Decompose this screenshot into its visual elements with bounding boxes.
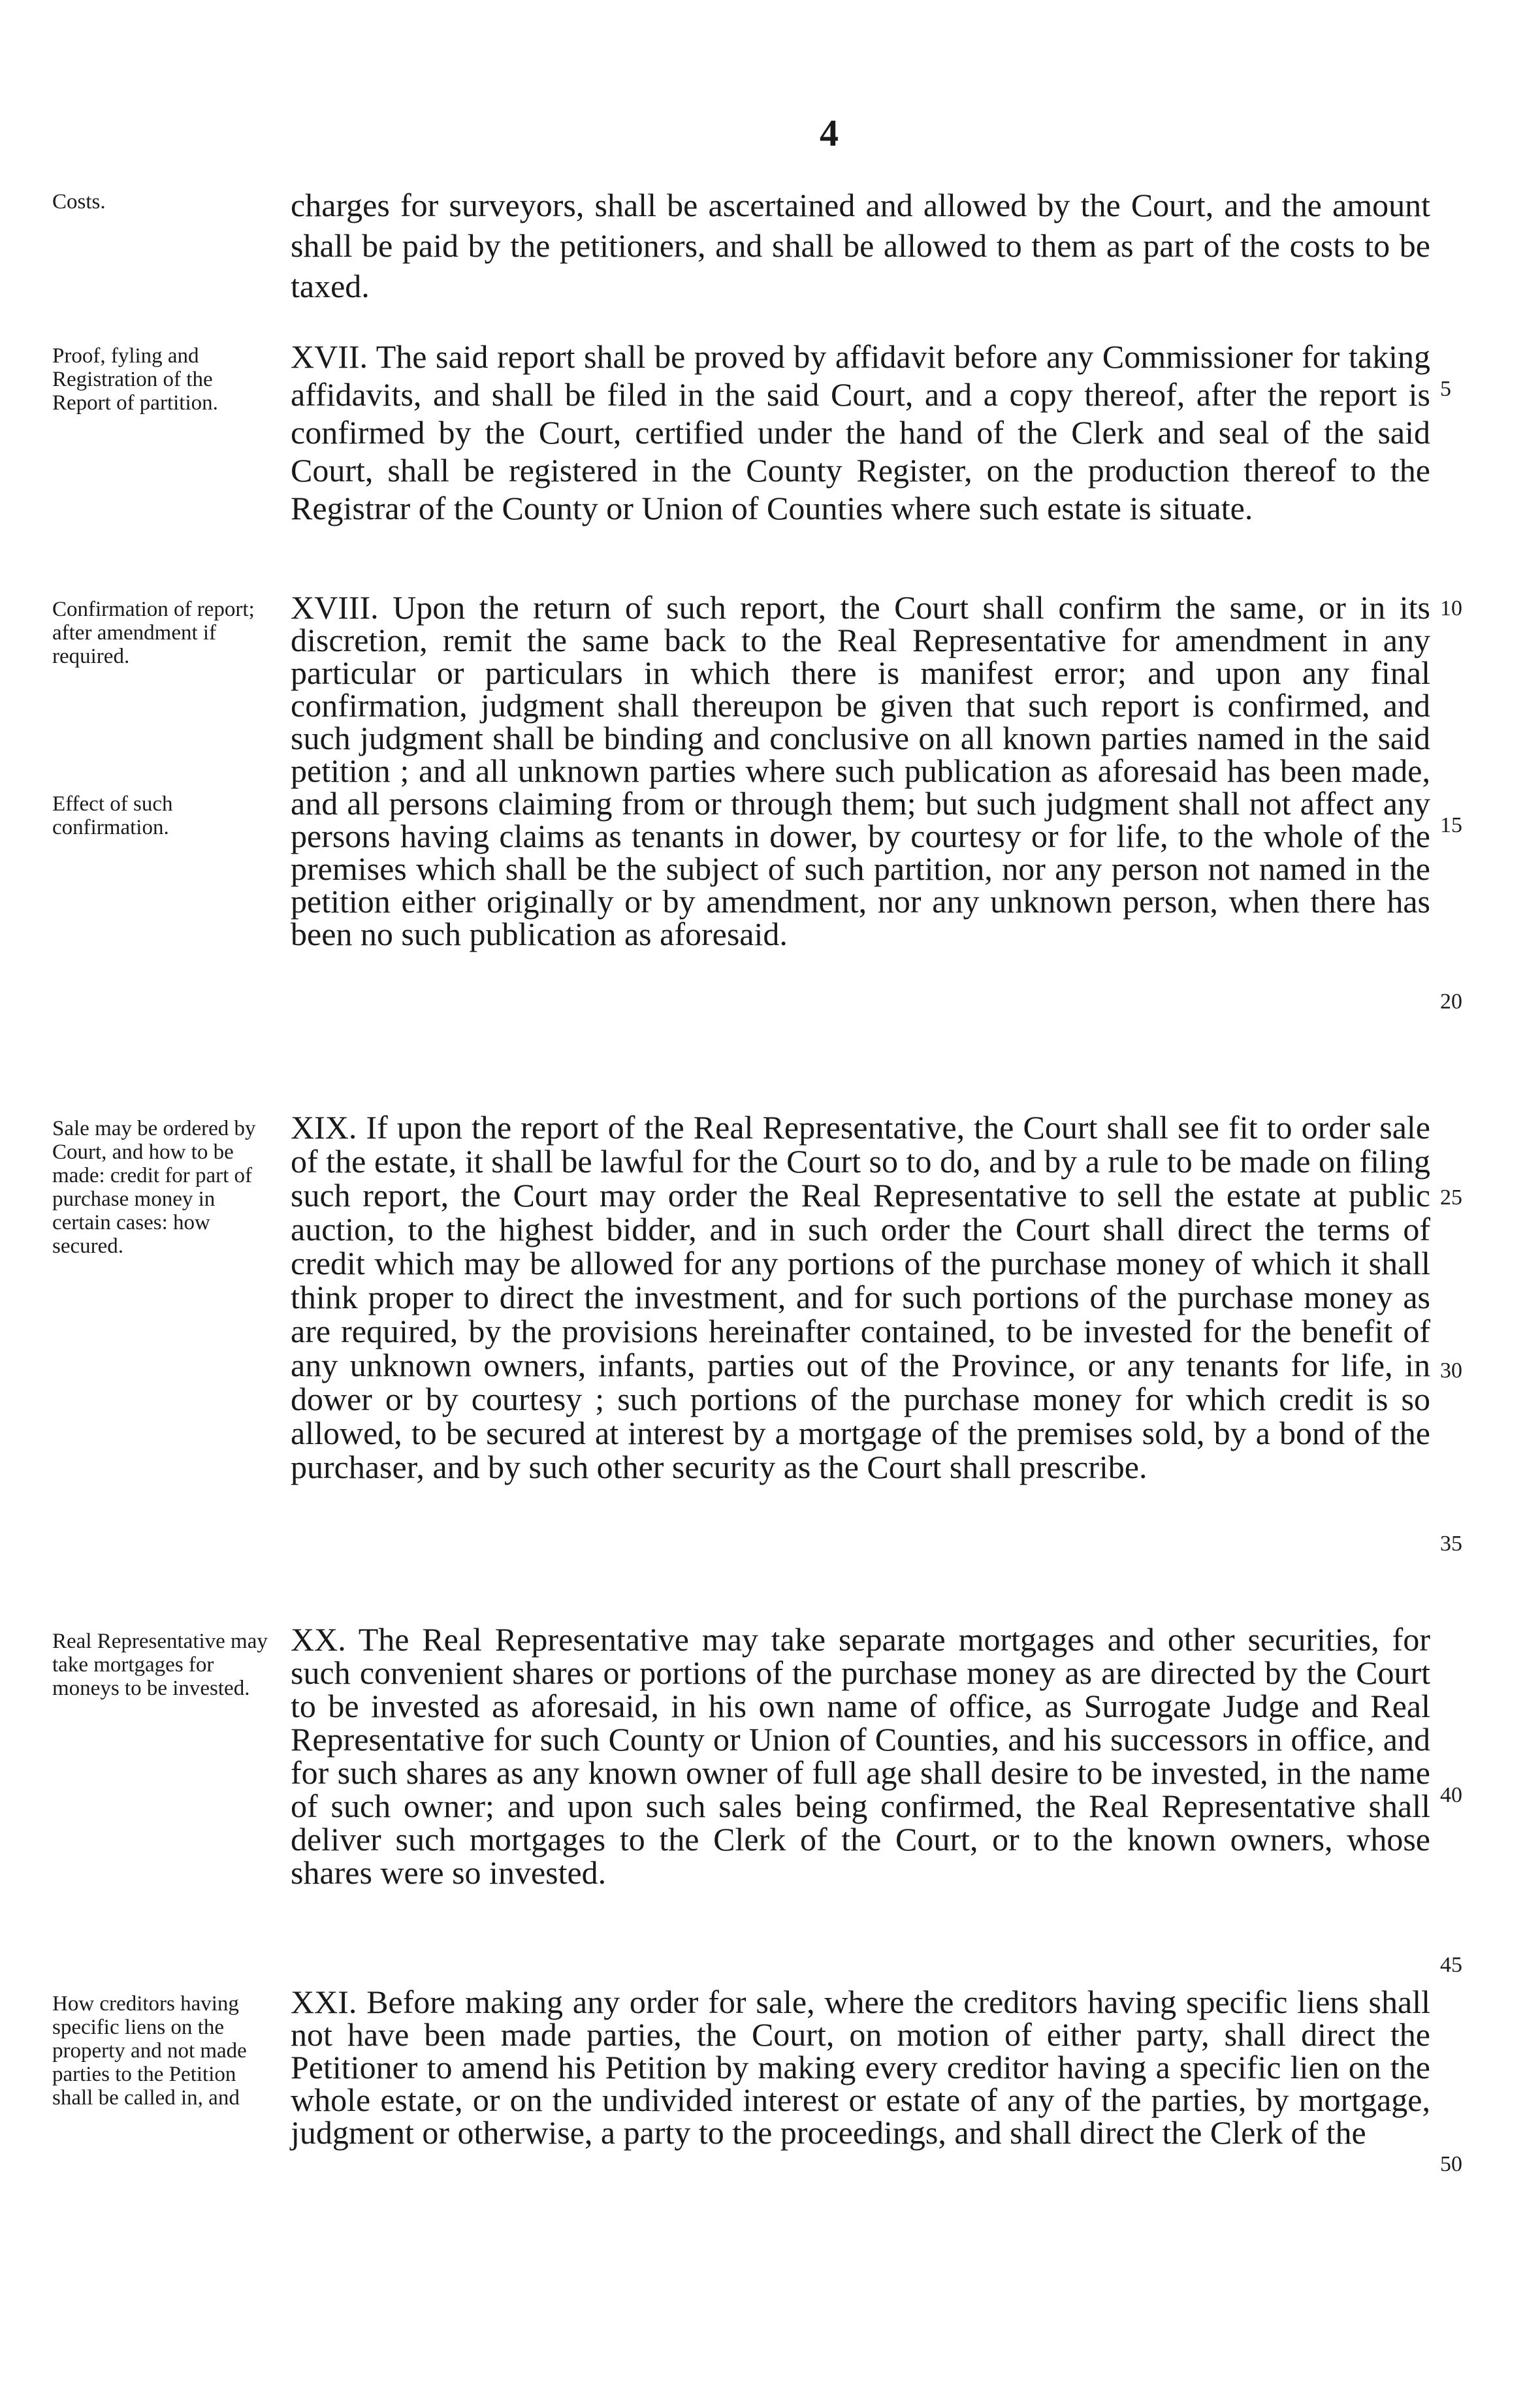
paragraph: XVII. The said report shall be proved by affidavit before any Commissioner for taking affidavits, and shall be filed in the said Court, and a copy thereof, after the report is confirmed by the Court, certified under the hand of the Clerk and seal of the said Court, shall be registered in the County Register, on the production thereof to the Registrar of the County or Union of Counties where such estate is situate. xyxy=(291,338,1430,526)
margin-note: Confirmation of report; after amendment if required. xyxy=(52,598,255,668)
margin-note: Proof, fyling and Registration of the Report of partition. xyxy=(52,344,218,415)
section-text xyxy=(291,1110,1430,1484)
section-text xyxy=(291,338,1430,527)
line-number: 45 xyxy=(1440,1953,1462,1977)
line-number: 25 xyxy=(1440,1185,1462,1210)
paragraph: XX. The Real Representative may take separate mortgages and other securities, for such convenient shares or portions of the purchase money as are directed by the Court to be invested as aforesaid, in his own name of office, as Surrogate Judge and Real Representative for such County or Union of Counties, and his successors in office, and for such shares as any known owner of full age shall desire to be invested, in the name of such owner; and upon such sales being confirmed, the Real Representative shall deliver such mortgages to the Clerk of the Court, or to the known owners, whose shares were so invested. xyxy=(291,1621,1430,1891)
line-number: 50 xyxy=(1440,2152,1462,2176)
section-text xyxy=(291,1986,1430,2149)
line-number: 30 xyxy=(1440,1359,1462,1383)
line-number: 5 xyxy=(1440,377,1451,401)
paragraph: charges for surveyors, shall be ascertained and allowed by the Court, and the amount shall be paid by the petitioners, and shall be allowed to them as part of the costs to be taxed. xyxy=(291,187,1430,304)
line-number: 20 xyxy=(1440,990,1462,1014)
line-number: 15 xyxy=(1440,813,1462,837)
margin-note: How creditors having specific liens on the property and not made parties to the Petition shall be called in, and xyxy=(52,1992,247,2110)
paragraph: XIX. If upon the report of the Real Representative, the Court shall see fit to order sale of the estate, it shall be lawful for the Court so to do, and by a rule to be made on filing such report, the Court may order the Real Representative to sell the estate at public auction, to the highest bidder, and in such order the Court shall direct the terms of credit which may be allowed for any portions of the purchase money of which it shall think proper to direct the investment, and for such portions of the purchase money as are required, by the provisions hereinafter contained, to be invested for the benefit of any unknown owners, infants, parties out of the Province, or any tenants for life, in dower or by courtesy ; such portions of the purchase money for which credit is so allowed, to be secured at interest by a mortgage of the premises sold, by a bond of the purchaser, and by such other security as the Court shall prescribe. xyxy=(291,1109,1430,1485)
section-text xyxy=(291,1623,1430,1890)
line-number: 35 xyxy=(1440,1532,1462,1556)
margin-note: Sale may be ordered by Court, and how to be made: credit for part of purchase money in certain cases: how secured. xyxy=(52,1117,256,1258)
paragraph: XXI. Before making any order for sale, where the creditors having specific liens shall not have been made parties, the Court, on motion of either party, shall direct the Petitioner to amend his Petition by making every creditor having a specific lien on the whole estate, or on the undivided interest or estate of any of the parties, by mortgage, judgment or otherwise, a party to the proceedings, and shall direct the Clerk of the xyxy=(291,1984,1430,2151)
margin-note: Real Representative may take mortgages for moneys to be invested. xyxy=(52,1630,268,1700)
margin-note: Costs. xyxy=(52,190,106,214)
page-number: 4 xyxy=(820,112,839,154)
line-number: 40 xyxy=(1440,1783,1462,1807)
paragraph: XVIII. Upon the return of such report, the Court shall confirm the same, or in its discretion, remit the same back to the Real Representative for amendment in any particular or particulars in which there is manifest error; and upon any final confirmation, judgment shall thereupon be given that such report is confirmed, and such judgment shall be binding and conclusive on all known parties named in the said petition ; and all unknown parties where such publication as aforesaid has been made, and all persons claiming from or through them; but such judgment shall not affect any persons having claims as tenants in dower, by courtesy or for life, to the whole of the premises which shall be the subject of such partition, nor any person not named in the petition either originally or by amendment, nor any unknown person, when there has been no such publication as aforesaid. xyxy=(291,589,1430,952)
section-text xyxy=(291,591,1430,950)
section-text xyxy=(291,185,1430,306)
margin-note: Effect of such confirmation. xyxy=(52,792,173,839)
line-number: 10 xyxy=(1440,596,1462,620)
